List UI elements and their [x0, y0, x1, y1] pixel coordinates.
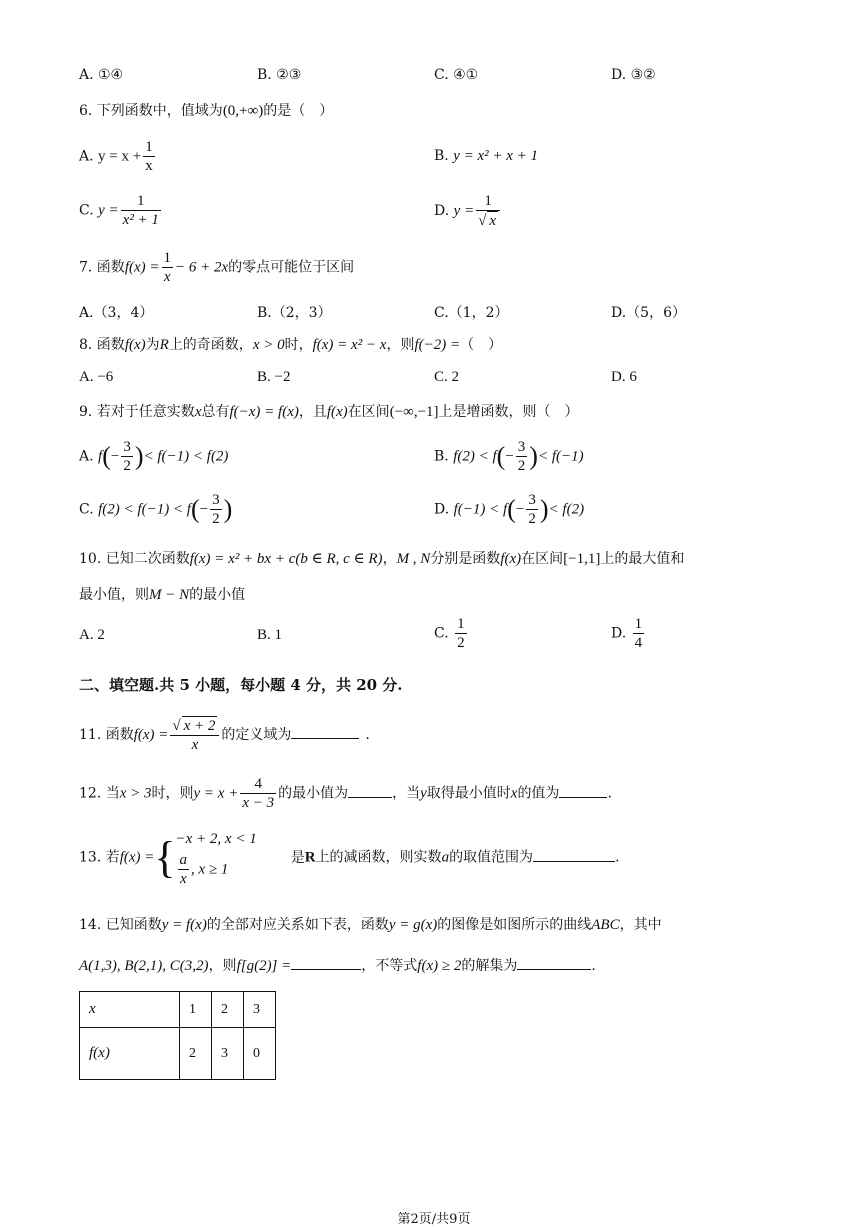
- numerator: 1: [121, 192, 161, 211]
- minus-sign: −: [515, 501, 525, 518]
- q13-fx: f(x) =: [119, 849, 155, 866]
- q13-case2-cond: , x ≥ 1: [191, 861, 229, 878]
- q9-option-c: [79, 491, 232, 528]
- q8-text: 上的奇函数，: [168, 337, 253, 353]
- option-label: D.: [611, 625, 631, 642]
- numerator: 1: [457, 616, 465, 632]
- numerator: 1: [634, 616, 643, 632]
- q6-option-b: [434, 148, 538, 165]
- q9-eq: f(−x) = f(x): [229, 404, 299, 420]
- q9-expr: < f(2): [548, 501, 585, 518]
- q9-text: 总有: [201, 404, 230, 420]
- q14-stem-line2: [79, 955, 596, 975]
- paren-close: ): [223, 494, 233, 524]
- answer-blank: [517, 955, 591, 970]
- q13-case1: −x + 2, x < 1: [175, 831, 257, 847]
- fraction: [455, 615, 467, 652]
- denominator: 2: [123, 458, 131, 474]
- denominator: 2: [517, 458, 526, 474]
- section-heading: 二、填空题.共 5 小题，每小题 4 分，共 20 分.: [79, 676, 403, 694]
- q9-text: 在区间: [347, 404, 390, 420]
- option-label: A.: [79, 148, 99, 165]
- fraction: [526, 491, 538, 528]
- q5-option-c: C. ④①: [434, 67, 479, 83]
- q14-end: .: [591, 958, 596, 974]
- q13-case2: [176, 851, 257, 888]
- q6-range: (0,+∞): [222, 103, 264, 119]
- q8-option-a: A. −6: [79, 369, 114, 385]
- q14-abc: ABC: [591, 917, 620, 933]
- q9-text: ，且: [298, 404, 327, 420]
- table-cell: 2: [212, 992, 244, 1028]
- q9-fx: f(x): [326, 404, 348, 420]
- brace: {: [154, 833, 176, 882]
- q14-table: [79, 991, 276, 1080]
- q14-text: ，则: [208, 958, 237, 974]
- paren-close: ): [539, 494, 549, 524]
- q11-stem: [79, 716, 370, 754]
- q10-mn: M , N: [396, 551, 431, 567]
- q12-text: 的值为: [517, 785, 560, 802]
- q10-stem-line2: [79, 584, 245, 604]
- q10-expr: M − N: [149, 587, 190, 603]
- q9-interval: (−∞,−1]: [389, 404, 439, 420]
- numerator: 3: [212, 492, 220, 508]
- q6-stem-text: 6. 下列函数中，值域为: [79, 103, 223, 119]
- q10-text: ，: [382, 551, 397, 567]
- fraction: [178, 851, 190, 888]
- q9-x: x: [194, 404, 202, 420]
- answer-blank: [533, 847, 615, 862]
- fraction: [170, 716, 219, 754]
- q11-fx: f(x) =: [133, 727, 169, 743]
- q11-text: 的定义域为: [221, 727, 292, 743]
- denominator: x: [179, 871, 187, 887]
- q8-text: （ ）: [460, 337, 503, 353]
- q9-expr: < f(−1): [537, 448, 584, 465]
- q12-end: .: [607, 785, 612, 802]
- paren-open: (: [496, 441, 506, 471]
- answer-blank: [348, 783, 392, 798]
- q13-end: .: [615, 849, 620, 866]
- q8-option-c: C. 2: [434, 369, 460, 385]
- q14-points: A(1,3), B(2,1), C(3,2): [79, 958, 209, 974]
- fraction: [121, 192, 161, 229]
- option-label: C.: [79, 202, 99, 219]
- numerator: 3: [517, 439, 526, 455]
- table-cell: 3: [244, 992, 276, 1028]
- fraction: [476, 192, 500, 230]
- q9-option-a: [79, 438, 228, 475]
- q6-option-d: [434, 192, 502, 230]
- q6-b-expr: y = x² + x + 1: [453, 148, 539, 164]
- q8-text: 为: [145, 337, 160, 353]
- q9-expr: f(2) < f(−1) < f: [98, 501, 191, 518]
- numerator: 1: [163, 250, 171, 266]
- q6-option-c: [79, 192, 163, 229]
- sqrt-radicand: x: [489, 213, 497, 229]
- sqrt-radicand: x + 2: [183, 718, 216, 734]
- q14-fg: f[g(2)] =: [236, 958, 292, 974]
- q10-stem: [79, 548, 684, 568]
- q7-option-c: C.（1，2）: [434, 305, 509, 321]
- denominator: x² + 1: [122, 212, 159, 228]
- q10-text: 的最小值: [189, 587, 246, 603]
- option-label: A.: [79, 448, 99, 465]
- q7-option-b: B.（2，3）: [257, 305, 332, 321]
- q14-text: ，不等式: [361, 958, 418, 974]
- q13-text: 是: [290, 849, 305, 866]
- q7-stem-text: 7. 函数: [79, 259, 125, 276]
- q10-def: f(x) = x² + bx + c(b ∈ R, c ∈ R): [189, 551, 383, 567]
- option-label: D.: [434, 501, 454, 518]
- q14-stem: [79, 914, 662, 934]
- denominator: x: [163, 269, 171, 285]
- q12-cond: x > 3: [119, 785, 152, 802]
- table-cell: 3: [212, 1028, 244, 1080]
- paren-open: (: [507, 494, 516, 524]
- q9-expr: f: [98, 448, 103, 465]
- q12-text: 取得最小值时: [426, 785, 511, 802]
- answer-blank: [291, 724, 359, 739]
- q10-option-a: A. 2: [79, 627, 105, 643]
- fraction: [240, 775, 276, 812]
- q7-option-d: D.（5，6）: [611, 305, 686, 321]
- table-cell: 0: [244, 1028, 276, 1080]
- fraction: [162, 249, 174, 286]
- q10-text: 最小值，则: [79, 587, 149, 603]
- q14-text: 的图像是如图所示的曲线: [437, 917, 592, 933]
- denominator: √ x: [478, 213, 497, 229]
- page-footer: 第2页/共9页: [397, 1212, 471, 1227]
- q8-text: ，则: [386, 337, 415, 353]
- denominator: 2: [212, 511, 220, 527]
- q14-yfx: y = f(x): [161, 917, 207, 933]
- answer-blank: [291, 955, 361, 970]
- q10-option-b: B. 1: [257, 627, 283, 643]
- denominator: 4: [634, 635, 643, 651]
- paren-close: ): [134, 441, 144, 471]
- q13-stem: [79, 827, 620, 888]
- fraction: [516, 438, 528, 475]
- q5-option-a: A. ①④: [79, 67, 124, 83]
- q6-stem: [79, 100, 333, 120]
- q11-text: 11. 函数: [79, 727, 134, 743]
- q10-fx: f(x): [500, 551, 522, 567]
- table-cell: 1: [180, 992, 212, 1028]
- q13-cases: [176, 827, 257, 888]
- q6-a-expr: y = x +: [98, 148, 142, 165]
- q11-end: .: [365, 727, 370, 743]
- q13-R: R: [304, 849, 316, 866]
- q9-text: 上是增函数，则（ ）: [438, 404, 579, 420]
- q9-text: 9. 若对于任意实数: [79, 404, 195, 420]
- fraction: [121, 438, 133, 475]
- option-label: C.: [79, 501, 99, 518]
- q8-text: 8. 函数: [79, 337, 125, 353]
- q8-def: f(x) = x² − x: [312, 337, 387, 353]
- table-cell: x: [80, 992, 180, 1028]
- q6-c-expr: y =: [98, 202, 119, 219]
- table-cell: 2: [180, 1028, 212, 1080]
- q14-text: ，其中: [619, 917, 662, 933]
- q6-option-a: [79, 138, 157, 175]
- denominator: 2: [457, 635, 465, 651]
- option-label: D.: [434, 203, 454, 219]
- q13-text: 上的减函数，则实数: [315, 849, 442, 866]
- q6-stem-end: 的是（ ）: [263, 103, 334, 119]
- q8-ask: f(−2) =: [414, 337, 461, 353]
- option-label: C.: [434, 625, 454, 642]
- numerator: 3: [123, 439, 131, 455]
- minus-sign: −: [110, 448, 120, 465]
- q9-expr: f(−1) < f: [453, 501, 508, 518]
- fraction: [633, 615, 645, 652]
- numerator: 1: [476, 192, 500, 211]
- denominator: 2: [528, 511, 536, 527]
- minus-sign: −: [199, 501, 209, 518]
- option-label: B.: [434, 448, 454, 465]
- fraction: [210, 491, 222, 528]
- q9-option-d: [434, 491, 584, 528]
- q12-y: y: [420, 785, 427, 802]
- table-row: [80, 1028, 276, 1080]
- numerator: √ x + 2: [170, 716, 219, 736]
- option-label: B.: [434, 148, 454, 164]
- q8-option-d: D. 6: [611, 369, 637, 385]
- q12-expr: y = x +: [193, 785, 239, 802]
- q7-stem-end: 的零点可能位于区间: [228, 259, 355, 276]
- q12-x: x: [510, 785, 518, 802]
- q12-text: 时，则: [151, 785, 194, 802]
- paren-close: ): [529, 441, 538, 471]
- q10-text: 在区间: [521, 551, 564, 567]
- q13-a: a: [441, 849, 450, 866]
- q7-option-a: A.（3，4）: [79, 305, 154, 321]
- answer-blank: [559, 783, 607, 798]
- q14-text: 的全部对应关系如下表，函数: [206, 917, 389, 933]
- paren-open: (: [102, 441, 111, 471]
- q8-fx: f(x): [124, 337, 146, 353]
- denominator: x − 3: [242, 795, 275, 811]
- q5-option-d: D. ③②: [611, 67, 656, 83]
- q7-stem: [79, 249, 354, 286]
- q12-stem: [79, 775, 612, 812]
- q14-ygx: y = g(x): [388, 917, 438, 933]
- q10-option-c: [434, 615, 469, 652]
- q9-expr: < f(−1) < f(2): [143, 448, 229, 465]
- q8-text: 时，: [284, 337, 313, 353]
- q14-ineq: f(x) ≥ 2: [417, 958, 462, 974]
- q7-fx: f(x) =: [124, 259, 160, 276]
- table-cell: f(x): [80, 1028, 180, 1080]
- q9-option-b: [434, 438, 584, 475]
- fraction: [143, 138, 155, 175]
- numerator: 3: [528, 492, 536, 508]
- q12-text: ，当: [392, 785, 421, 802]
- denominator: x: [191, 737, 199, 753]
- denominator: x: [145, 158, 153, 174]
- q10-interval: [−1,1]: [563, 551, 601, 567]
- q13-text: 的取值范围为: [449, 849, 534, 866]
- q5-option-b: B. ②③: [257, 67, 302, 83]
- q10-text: 10. 已知二次函数: [79, 551, 190, 567]
- q6-d-expr: y =: [453, 203, 475, 219]
- table-row: [80, 992, 276, 1028]
- q7-rest: − 6 + 2x: [175, 259, 229, 276]
- q13-text: 13. 若: [79, 849, 120, 866]
- paren-open: (: [190, 494, 200, 524]
- numerator: a: [179, 852, 188, 868]
- q12-text: 12. 当: [79, 785, 120, 802]
- numerator: 4: [240, 775, 276, 794]
- q8-R: R: [159, 337, 169, 353]
- q10-text: 分别是函数: [430, 551, 501, 567]
- minus-sign: −: [505, 448, 514, 465]
- q12-text: 的最小值为: [278, 785, 349, 802]
- q10-text: 上的最大值和: [600, 551, 685, 567]
- q14-text: 的解集为: [461, 958, 518, 974]
- q14-text: 14. 已知函数: [79, 917, 162, 933]
- q10-option-d: [611, 615, 646, 652]
- q9-stem: [79, 401, 579, 421]
- q8-cond: x > 0: [252, 337, 285, 353]
- q8-stem: [79, 334, 502, 354]
- numerator: 1: [145, 139, 153, 155]
- q9-expr: f(2) < f: [453, 448, 497, 465]
- q8-option-b: B. −2: [257, 369, 291, 385]
